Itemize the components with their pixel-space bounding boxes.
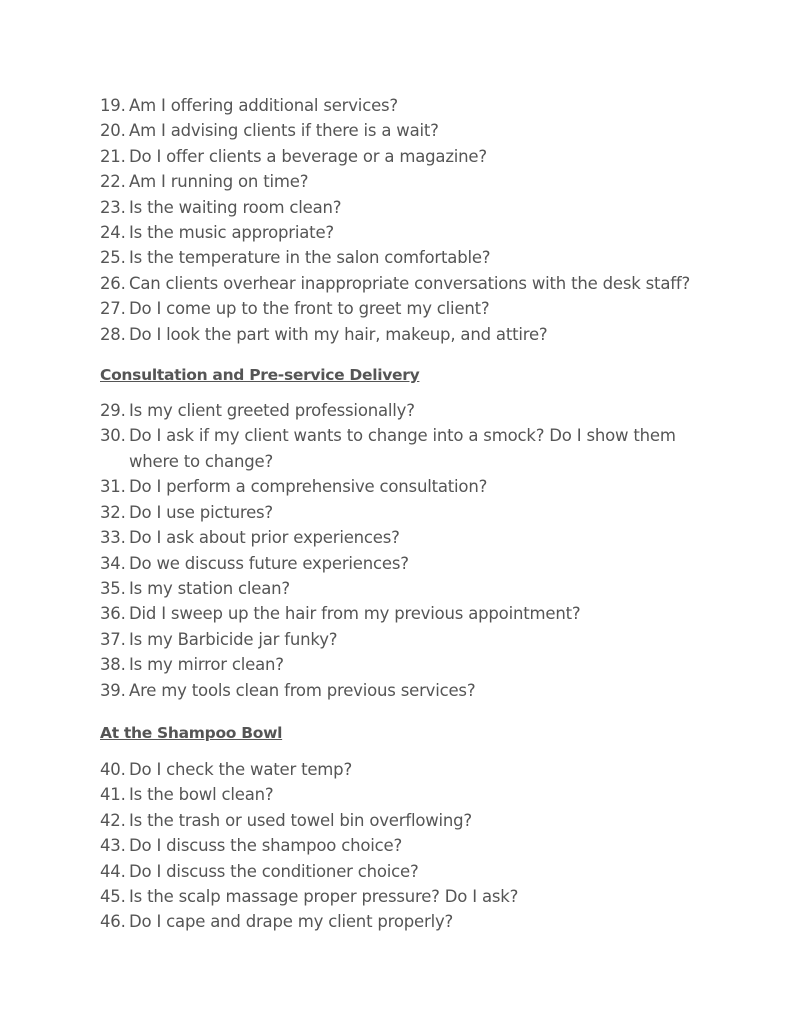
item-text: Do I ask about prior experiences?	[129, 528, 400, 548]
checklist-item	[100, 601, 720, 626]
checklist-item	[100, 782, 720, 807]
item-text: Is the waiting room clean?	[129, 197, 342, 217]
item-number: 20.	[100, 121, 126, 141]
checklist-item	[100, 245, 720, 270]
checklist-item	[100, 833, 720, 858]
item-text: Am I running on time?	[129, 172, 309, 192]
item-text: Do I look the part with my hair, makeup, and attire?	[129, 324, 548, 344]
item-text: Is the scalp massage proper pressure? Do I ask?	[129, 886, 519, 906]
item-number: 31.	[100, 477, 126, 497]
item-number: 40.	[100, 759, 126, 779]
document-page	[100, 93, 720, 935]
item-number: 33.	[100, 528, 126, 548]
checklist-item	[100, 118, 720, 143]
checklist-item	[100, 678, 720, 703]
checklist-section-consultation	[100, 398, 720, 703]
checklist-item	[100, 627, 720, 652]
checklist-item	[100, 398, 720, 423]
item-text: Do we discuss future experiences?	[129, 553, 409, 573]
item-number: 25.	[100, 248, 126, 268]
item-text: Do I use pictures?	[129, 502, 273, 522]
item-text: Am I advising clients if there is a wait?	[129, 121, 439, 141]
item-text: Do I ask if my client wants to change into a smock? Do I show them where to change?	[129, 426, 676, 471]
item-number: 29.	[100, 401, 126, 421]
item-text: Can clients overhear inappropriate conversations with the desk staff?	[129, 273, 691, 293]
item-number: 19.	[100, 96, 126, 115]
section-heading-consultation: Consultation and Pre-service Delivery	[100, 366, 420, 385]
item-text: Do I check the water temp?	[129, 759, 353, 779]
checklist-item	[100, 808, 720, 833]
checklist-item	[100, 423, 720, 474]
item-number: 37.	[100, 629, 126, 649]
item-text: Is the bowl clean?	[129, 785, 274, 805]
item-number: 39.	[100, 680, 126, 700]
checklist-section-shampoo-bowl	[100, 757, 720, 935]
item-text: Do I come up to the front to greet my client?	[129, 299, 490, 319]
item-text: Did I sweep up the hair from my previous appointment?	[129, 604, 581, 624]
checklist-item	[100, 93, 720, 118]
item-number: 46.	[100, 912, 126, 932]
item-number: 43.	[100, 836, 126, 856]
item-number: 38.	[100, 655, 126, 675]
item-number: 35.	[100, 578, 126, 598]
item-text: Is my station clean?	[129, 578, 290, 598]
checklist-section-front-desk	[100, 93, 720, 347]
checklist-item	[100, 859, 720, 884]
checklist-item	[100, 195, 720, 220]
item-text: Do I cape and drape my client properly?	[129, 912, 454, 932]
item-text: Are my tools clean from previous services?	[129, 680, 476, 700]
item-number: 23.	[100, 197, 126, 217]
section-heading-shampoo-bowl: At the Shampoo Bowl	[100, 723, 283, 742]
item-number: 42.	[100, 810, 126, 830]
checklist-item	[100, 474, 720, 499]
checklist-item	[100, 551, 720, 576]
item-text: Is my client greeted professionally?	[129, 401, 415, 421]
item-text: Do I discuss the shampoo choice?	[129, 836, 403, 856]
item-text: Is my Barbicide jar funky?	[129, 629, 338, 649]
item-text: Do I discuss the conditioner choice?	[129, 861, 419, 881]
checklist-item	[100, 271, 720, 296]
checklist-item	[100, 525, 720, 550]
checklist-item	[100, 144, 720, 169]
checklist-item	[100, 296, 720, 321]
item-text: Is the music appropriate?	[129, 223, 334, 243]
item-number: 45.	[100, 886, 126, 906]
item-number: 21.	[100, 146, 126, 166]
checklist-item	[100, 884, 720, 909]
checklist-item	[100, 576, 720, 601]
checklist-item	[100, 322, 720, 347]
item-text: Is the temperature in the salon comfortable?	[129, 248, 491, 268]
item-number: 41.	[100, 785, 126, 805]
item-text: Is the trash or used towel bin overflowing?	[129, 810, 472, 830]
item-number: 34.	[100, 553, 126, 573]
checklist-item	[100, 909, 720, 934]
item-number: 30.	[100, 426, 126, 446]
item-text: Do I offer clients a beverage or a magazine?	[129, 146, 487, 166]
item-text: Do I perform a comprehensive consultation?	[129, 477, 488, 497]
item-number: 32.	[100, 502, 126, 522]
checklist-item	[100, 757, 720, 782]
item-text: Is my mirror clean?	[129, 655, 284, 675]
item-text: Am I offering additional services?	[129, 96, 398, 115]
item-number: 28.	[100, 324, 126, 344]
item-number: 27.	[100, 299, 126, 319]
item-number: 44.	[100, 861, 126, 881]
item-number: 36.	[100, 604, 126, 624]
checklist-item	[100, 652, 720, 677]
checklist-item	[100, 220, 720, 245]
checklist-item	[100, 500, 720, 525]
item-number: 24.	[100, 223, 126, 243]
item-number: 22.	[100, 172, 126, 192]
item-number: 26.	[100, 273, 126, 293]
checklist-item	[100, 169, 720, 194]
